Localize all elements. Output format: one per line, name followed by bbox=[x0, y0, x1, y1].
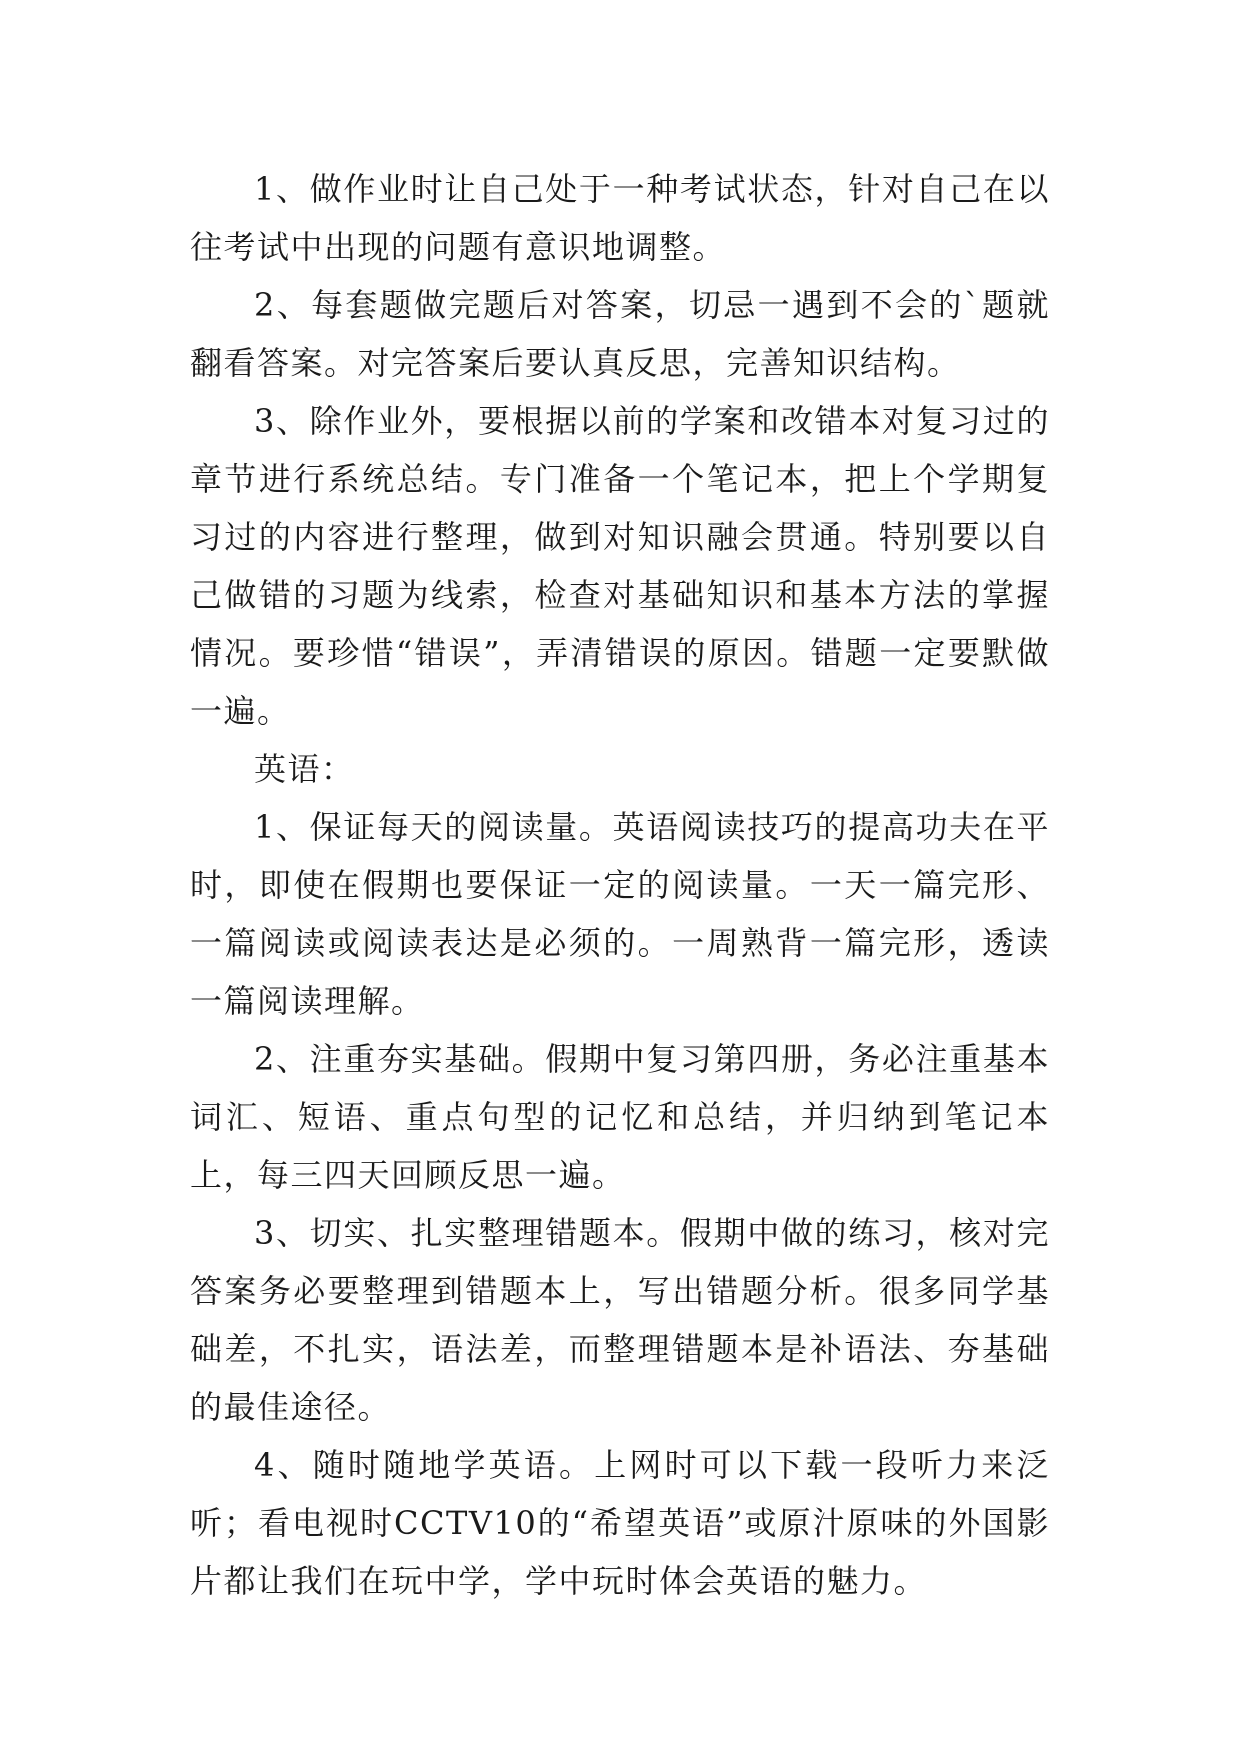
paragraph-error-notebook: 3、切实、扎实整理错题本。假期中做的练习，核对完答案务必要整理到错题本上，写出错题分析。很多同学基础差，不扎实，语法差，而整理错题本是补语法、夯基础的最佳途径。 bbox=[190, 1214, 1050, 1426]
paragraph-homework-exam-mode: 1、做作业时让自己处于一种考试状态，针对自己在以往考试中出现的问题有意识地调整。 bbox=[190, 170, 1050, 266]
document-body bbox=[190, 160, 1050, 1610]
paragraph-check-answers: 2、每套题做完题后对答案，切忌一遇到不会的`题就翻看答案。对完答案后要认真反思，完善知识结构。 bbox=[190, 286, 1050, 382]
paragraph-solid-foundation: 2、注重夯实基础。假期中复习第四册，务必注重基本词汇、短语、重点句型的记忆和总结，并归纳到笔记本上，每三四天回顾反思一遍。 bbox=[190, 1040, 1050, 1194]
section-heading-english: 英语： bbox=[254, 750, 355, 788]
paragraph-daily-reading: 1、保证每天的阅读量。英语阅读技巧的提高功夫在平时，即使在假期也要保证一定的阅读量。一天一篇完形、一篇阅读或阅读表达是必须的。一周熟背一篇完形，透读一篇阅读理解。 bbox=[190, 808, 1050, 1020]
paragraph-learn-anytime: 4、随时随地学英语。上网时可以下载一段听力来泛听；看电视时CCTV10的“希望英语”或原汁原味的外国影片都让我们在玩中学，学中玩时体会英语的魅力。 bbox=[190, 1446, 1050, 1600]
paragraph-systematic-review: 3、除作业外，要根据以前的学案和改错本对复习过的章节进行系统总结。专门准备一个笔记本，把上个学期复习过的内容进行整理，做到对知识融会贯通。特别要以自己做错的习题为线索，检查对基础知识和基本方法的掌握情况。要珍惜“错误”，弄清错误的原因。错题一定要默做一遍。 bbox=[190, 402, 1050, 730]
